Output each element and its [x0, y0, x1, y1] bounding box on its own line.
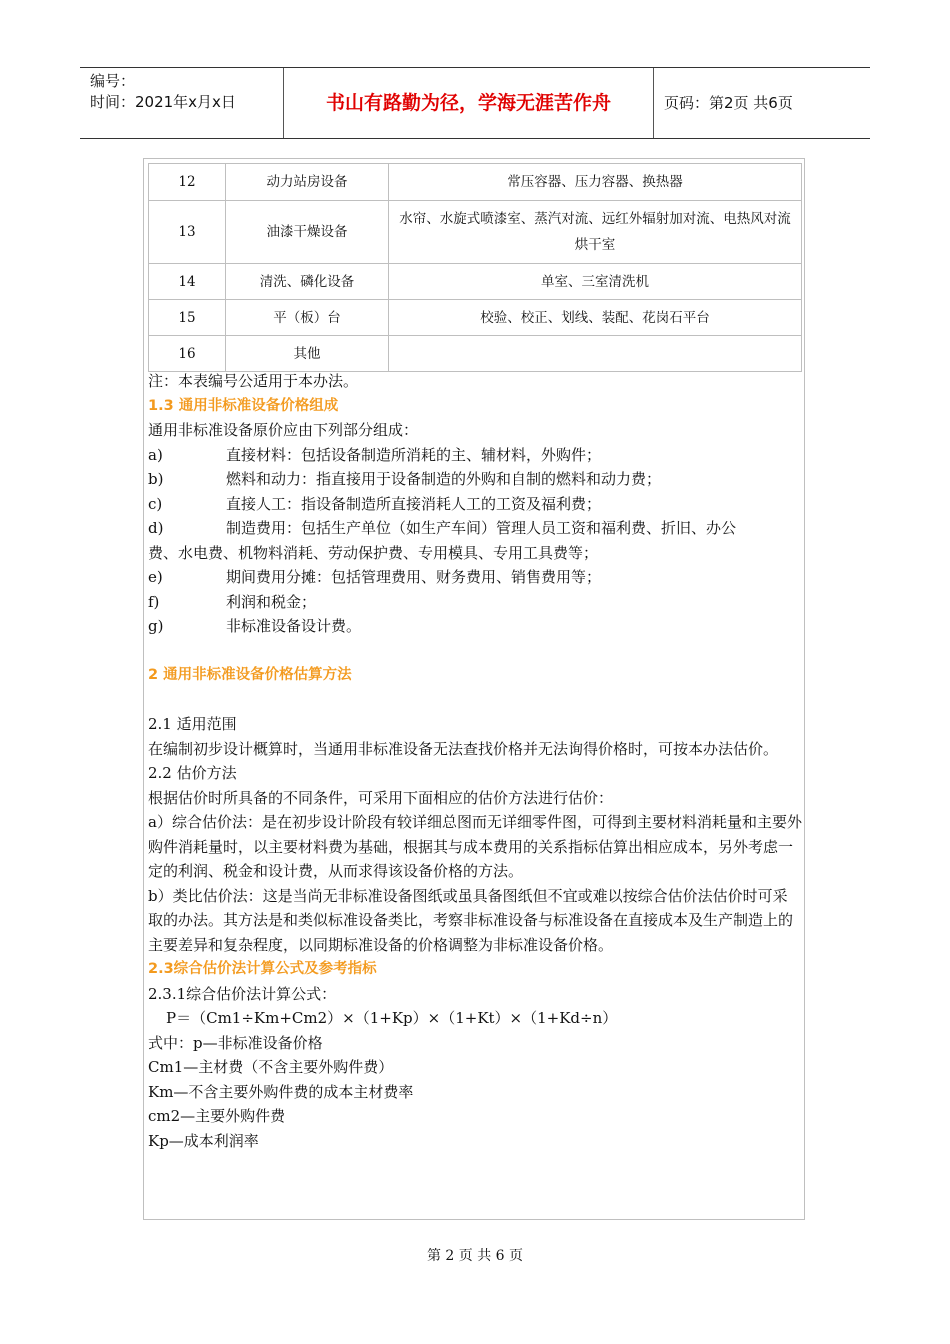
row-name: 动力站房设备: [226, 164, 389, 201]
document-body: [148, 369, 802, 1153]
page-footer: 第 2 页 共 6 页: [426, 1248, 524, 1264]
header-page-label: 页码：第2页 共6页: [664, 94, 793, 112]
row-name: 其他: [226, 336, 389, 372]
row-number: 12: [149, 164, 226, 201]
section-heading-2-1: 2.1 适用范围: [148, 715, 237, 733]
list-text: 利润和税金；: [226, 592, 317, 611]
list-label: d): [148, 519, 164, 537]
spacer: [148, 639, 802, 664]
list-label: g): [148, 617, 164, 635]
list-item: [148, 516, 802, 541]
page-header: [80, 67, 870, 139]
row-name: 清洗、磷化设备: [226, 264, 389, 300]
row-description: 单室、三室清洗机: [389, 264, 802, 300]
definition-intro: 式中：p—非标准设备价格: [148, 1033, 323, 1052]
list-text: 直接材料：包括设备制造所消耗的主、辅材料，外购件；: [226, 445, 602, 464]
section-heading-2-2: 2.2 估价方法: [148, 764, 237, 782]
row-name: 平（板）台: [226, 300, 389, 336]
list-text: 期间费用分摊：包括管理费用、财务费用、销售费用等；: [226, 568, 602, 586]
table-row: [149, 336, 802, 372]
table-row: [149, 201, 802, 264]
header-motto: 书山有路勤为径，学海无涯苦作舟: [283, 68, 654, 138]
list-text: 直接人工：指设备制造所直接消耗人工的工资及福利费；: [226, 494, 602, 513]
row-number: 14: [149, 264, 226, 300]
equipment-table: [148, 163, 802, 372]
paragraph-2-2-a: a）综合估价法：是在初步设计阶段有较详细总图而无详细零件图，可得到主要材料消耗量和主要外购件消耗量时，以主要材料费为基础，根据其与成本费用的关系指标估算出相应成本，另外考虑一定的利润、税金和设计费，从而求得该设备价格的方法。: [148, 813, 802, 880]
section-heading-1-3: 1.3 通用非标准设备价格组成: [148, 397, 339, 414]
definition-kp: Kp—成本利润率: [148, 1131, 259, 1150]
time-label: 时间：2021年x月x日: [90, 93, 236, 111]
list-label: a): [148, 445, 163, 464]
section-heading-2-3: 2.3综合估价法计算公式及参考指标: [148, 961, 377, 977]
list-item: [148, 590, 802, 615]
paragraph-2-1: 在编制初步设计概算时，当通用非标准设备无法查找价格并无法询得价格时，可按本办法估价。: [148, 739, 779, 758]
table-row: [149, 264, 802, 300]
price-formula: P＝（Cm1÷Km+Cm2）×（1+Kp）×（1+Kt）×（1+Kd÷n）: [166, 1009, 618, 1027]
paragraph-2-2-b: b）类比估价法：这是当尚无非标准设备图纸或虽具备图纸但不宜或难以按综合估价法估价时可采取的办法。其方法是和类似标准设备类比，考察非标准设备与标准设备在直接成本及生产制造上的主要差异和复杂程度，以同期标准设备的价格调整为非标准设备价格。: [148, 886, 794, 954]
spacer: [148, 688, 802, 713]
list-label: e): [148, 568, 163, 586]
row-number: 13: [149, 201, 226, 264]
definition-cm1: Cm1—主材费（不含主要外购件费）: [148, 1058, 394, 1076]
row-description: 校验、校正、划线、装配、花岗石平台: [389, 300, 802, 336]
row-description: 水帘、水旋式喷漆室、蒸汽对流、远红外辐射加对流、电热风对流烘干室: [389, 201, 802, 264]
list-text: 制造费用：包括生产单位（如生产车间）管理人员工资和福利费、折旧、办公: [226, 519, 737, 537]
list-text: 非标准设备设计费。: [226, 617, 362, 635]
intro-paragraph: 通用非标准设备原价应由下列部分组成：: [148, 421, 419, 439]
list-item: [148, 492, 802, 517]
section-heading-2: 2 通用非标准设备价格估算方法: [148, 667, 352, 683]
list-item: [148, 443, 802, 468]
row-number: 16: [149, 336, 226, 372]
table-row: [149, 164, 802, 201]
number-label: 编号：: [90, 72, 136, 90]
list-label: c): [148, 494, 163, 513]
list-label: f): [148, 592, 160, 611]
header-meta: [80, 68, 283, 138]
row-description: [389, 336, 802, 372]
definition-km: Km—不含主要外购件费的成本主材费率: [148, 1082, 414, 1101]
section-heading-2-3-1: 2.3.1综合估价法计算公式：: [148, 984, 337, 1003]
list-item: [148, 614, 802, 639]
table-row: [149, 300, 802, 336]
table-note: 注：本表编号公适用于本办法。: [148, 372, 359, 390]
list-item-continuation: 费、水电费、机物料消耗、劳动保护费、专用模具、专用工具费等；: [148, 543, 599, 562]
list-item: [148, 565, 802, 590]
list-item: [148, 467, 802, 492]
row-description: 常压容器、压力容器、换热器: [389, 164, 802, 201]
paragraph-2-2: 根据估价时所具备的不同条件，可采用下面相应的估价方法进行估价：: [148, 788, 614, 807]
list-text: 燃料和动力：指直接用于设备制造的外购和自制的燃料和动力费；: [226, 470, 662, 488]
row-number: 15: [149, 300, 226, 336]
definition-cm2: cm2—主要外购件费: [148, 1107, 286, 1125]
row-name: 油漆干燥设备: [226, 201, 389, 264]
list-label: b): [148, 470, 164, 488]
